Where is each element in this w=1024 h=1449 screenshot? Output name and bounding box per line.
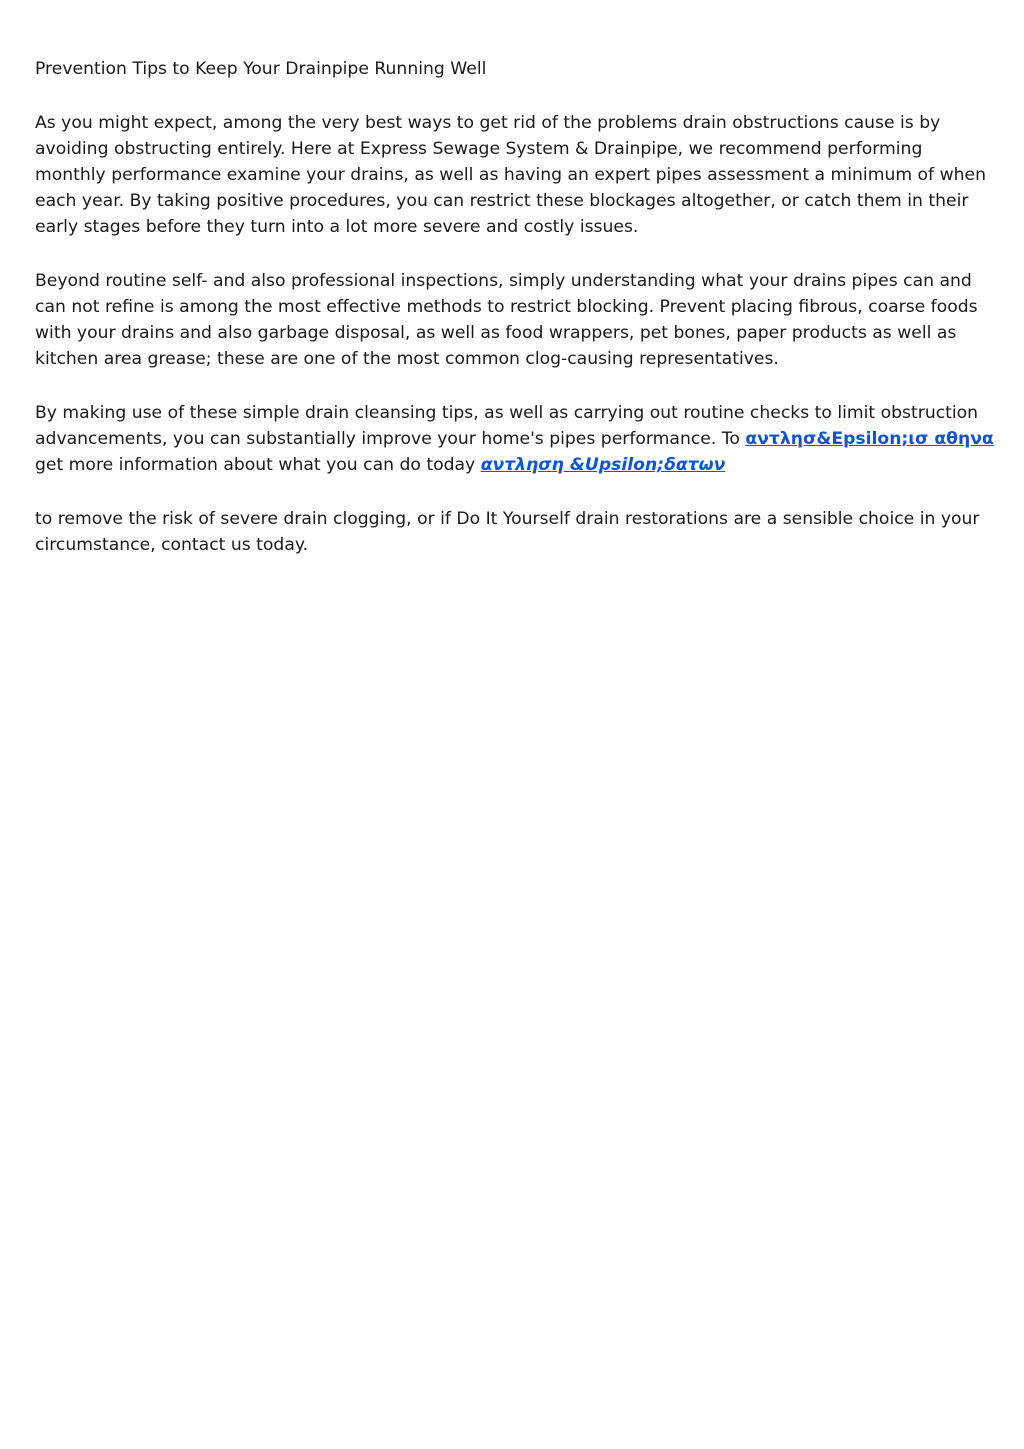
- document-body: [35, 56, 995, 586]
- link-antlisi-ydaton[interactable]: αντληση &Upsilon;δατων: [480, 455, 726, 475]
- paragraph-contact-us: to remove the risk of severe drain clogging, or if Do It Yourself drain restorations are a sensible choice in your circumstance, contact us today.: [35, 509, 980, 555]
- paragraph-prevention-intro: As you might expect, among the very best ways to get rid of the problems drain obstructions cause is by avoiding obstructing entirely. Here at Express Sewage System & Drainpipe, we recommend performing monthly performance examine your drains, as well as having an expert pipes assessment a minimum of when each year. By taking positive procedures, you can restrict these blockages altogether, or catch them in their early stages before they turn into a lot more severe and costly issues.: [35, 113, 986, 237]
- paragraph-drain-inspections: Beyond routine self- and also professional inspections, simply understanding what your drains pipes can and can not refine is among the most effective methods to restrict blocking. Prevent placing fibrous, coarse foods with your drains and also garbage disposal, as well as food wrappers, pet bones, paper products as well as kitchen area grease; these are one of the most common clog-causing representatives.: [35, 271, 978, 369]
- paragraph-cleansing-text-before: By making use of these simple drain cleansing tips, as well as carrying out routine checks to limit obstruction advancements, you can substantially improve your home's pipes performance. To: [35, 403, 979, 449]
- link-antlisis-athina[interactable]: αντλησ&Epsilon;ισ αθηνα: [745, 429, 994, 449]
- paragraph-cleansing-text-middle: get more information about what you can do today: [35, 455, 481, 475]
- document-title: Prevention Tips to Keep Your Drainpipe Running Well: [35, 59, 487, 79]
- paragraph-cleansing-tips: [35, 400, 995, 478]
